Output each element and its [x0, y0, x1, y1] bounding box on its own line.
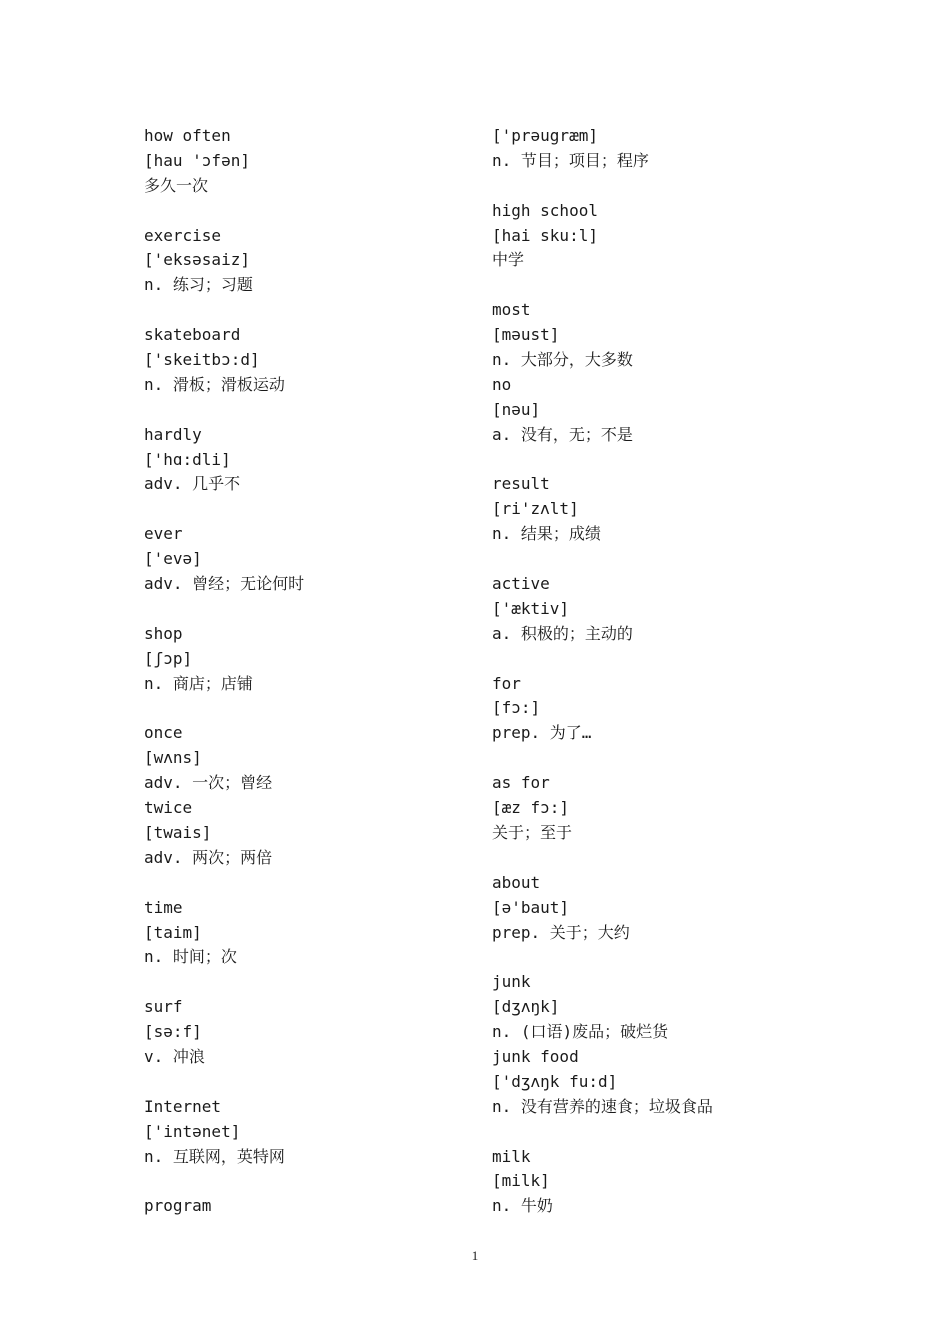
entry-phonetic: ['prəugræm] [492, 126, 598, 145]
entry-word: active [492, 574, 550, 594]
entry-spacer [492, 746, 792, 771]
entry-word: surf [144, 997, 183, 1017]
entry-meaning: n. (口语)废品；破烂货 [492, 1022, 669, 1042]
entry-spacer [144, 1169, 444, 1194]
vocabulary-column-right [492, 124, 792, 1219]
entry-phonetic: [æz fɔ:] [492, 798, 570, 818]
entry-spacer [144, 497, 444, 522]
entry-word: shop [144, 623, 183, 643]
entry-word: high school [492, 200, 598, 220]
entry-meaning: v. 冲浪 [144, 1046, 205, 1066]
entry-spacer [144, 1070, 444, 1095]
entry-word: no [492, 374, 512, 394]
entry-meaning: n. 大部分，大多数 [492, 350, 633, 370]
entry-spacer [492, 945, 792, 970]
vocabulary-column-left [144, 124, 444, 1219]
entry-meaning: n. 练习；习题 [144, 275, 253, 295]
entry-spacer [492, 273, 792, 298]
entry-meaning: adv. 一次；曾经 [144, 773, 273, 793]
entry-meaning: n. 时间；次 [144, 947, 237, 967]
entry-phonetic: [nəu] [492, 399, 541, 419]
entry-spacer [492, 1120, 792, 1145]
entry-word: for [492, 673, 521, 693]
entry-phonetic: [sə:f] [144, 1022, 202, 1042]
entry-word: junk food [492, 1046, 579, 1066]
entry-phonetic: [ʃɔp] [144, 648, 193, 668]
entry-phonetic: [twais] [144, 822, 212, 842]
entry-meaning: adv. 曾经；无论何时 [144, 574, 305, 594]
entry-word: once [144, 723, 183, 743]
entry-spacer [144, 597, 444, 622]
entry-word: skateboard [144, 325, 241, 345]
entry-meaning: n. 结果；成绩 [492, 524, 601, 544]
entry-phonetic: [taim] [144, 922, 202, 942]
entry-word: milk [492, 1146, 531, 1166]
entry-meaning: n. 节目；项目；程序 [492, 150, 649, 170]
entry-word: most [492, 300, 531, 320]
entry-phonetic: ['dʒʌŋk fu:d] [492, 1071, 618, 1091]
entry-word: junk [492, 972, 531, 992]
entry-word: time [144, 897, 183, 917]
entry-phonetic: ['æktiv] [492, 598, 570, 618]
entry-phonetic: ['hɑ:dli] [144, 449, 231, 469]
entry-phonetic: [ri'zʌlt] [492, 499, 579, 519]
entry-word: program [144, 1196, 212, 1216]
entry-phonetic: [hau 'ɔfən] [144, 150, 250, 170]
entry-phonetic: [wʌns] [144, 748, 202, 768]
entry-word: as for [492, 773, 550, 793]
entry-spacer [144, 398, 444, 423]
entry-phonetic: [ə'baut] [492, 897, 570, 917]
entry-spacer [492, 547, 792, 572]
entry-spacer [144, 298, 444, 323]
entry-phonetic: [fɔ:] [492, 698, 541, 718]
entry-meaning: prep. 为了… [492, 723, 592, 743]
entry-word: ever [144, 524, 183, 544]
entry-word: Internet [144, 1096, 222, 1116]
entry-word: about [492, 872, 541, 892]
entry-word: result [492, 474, 550, 494]
entry-meaning: prep. 关于；大约 [492, 922, 630, 942]
entry-spacer [144, 970, 444, 995]
entry-meaning: n. 牛奶 [492, 1196, 553, 1216]
entry-meaning: a. 没有，无；不是 [492, 424, 633, 444]
entry-meaning: a. 积极的；主动的 [492, 623, 633, 643]
entry-word: twice [144, 798, 193, 818]
entry-meaning: n. 没有营养的速食；垃圾食品 [492, 1096, 713, 1116]
entry-spacer [144, 871, 444, 896]
page-number: 1 [471, 1248, 479, 1263]
entry-meaning: 多久一次 [144, 175, 209, 195]
entry-spacer [492, 647, 792, 672]
entry-phonetic: ['eksəsaiz] [144, 250, 250, 270]
entry-phonetic: [milk] [492, 1171, 550, 1191]
entry-word: how often [144, 126, 231, 145]
entry-phonetic: ['evə] [144, 549, 202, 569]
entry-meaning: adv. 几乎不 [144, 474, 241, 494]
entry-phonetic: ['skeitbɔ:d] [144, 350, 260, 370]
entry-phonetic: [məust] [492, 325, 560, 345]
entry-word: hardly [144, 424, 202, 444]
entry-meaning: n. 互联网，英特网 [144, 1146, 285, 1166]
entry-phonetic: [dʒʌŋk] [492, 997, 560, 1017]
entry-spacer [492, 174, 792, 199]
entry-meaning: n. 滑板；滑板运动 [144, 374, 285, 394]
entry-word: exercise [144, 225, 222, 245]
entry-spacer [492, 448, 792, 473]
entry-spacer [492, 846, 792, 871]
entry-meaning: adv. 两次；两倍 [144, 847, 273, 867]
entry-spacer [144, 199, 444, 224]
entry-meaning: 关于；至于 [492, 822, 573, 842]
entry-phonetic: [hai sku:l] [492, 225, 598, 245]
entry-meaning: n. 商店；店铺 [144, 673, 253, 693]
entry-phonetic: ['intənet] [144, 1121, 241, 1141]
entry-meaning: 中学 [492, 250, 525, 270]
entry-spacer [144, 696, 444, 721]
